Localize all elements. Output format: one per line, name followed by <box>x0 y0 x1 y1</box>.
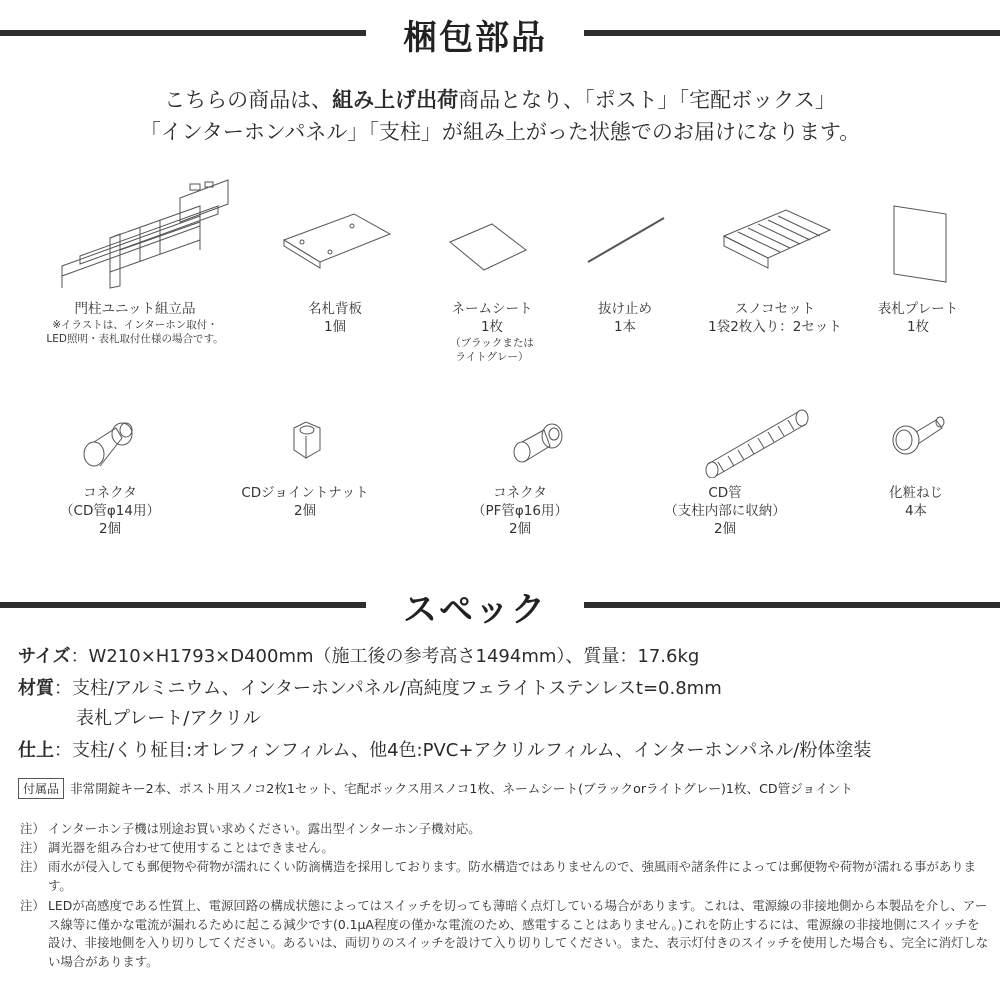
nameplate-plate-illustration <box>890 202 950 284</box>
part-retaining-rod <box>560 300 690 336</box>
spec-material-value: ：支柱/アルミニウム、インターホンパネル/高純度フェライトステンレスt=0.8mm <box>54 678 722 699</box>
note-text: LEDが高感度である性質上、電源回路の構成状態によってはスイッチを切っても薄暗く点灯している場合があります。これは、電源線の非接地側から本製品を介し、アース線等に僅かな電流が漏れるために起こる減少です(0.1μA程度の僅かな電流のため、感電することはありません。)これを防止するには、電源線の非接地側にスイッチを設け、非接地側を入り切りしてください。あるいは、両切りのスイッチを設けて入り切りしてください。また、表示灯付きのスイッチを使用した場合も、完全に消灯しない場合があります。 <box>48 898 989 969</box>
decorative-screw-illustration <box>888 410 950 458</box>
retaining-rod-illustration <box>584 214 668 266</box>
accessories-value: 非常開錠キー2本、ポスト用スノコ2枚1セット、宅配ボックス用スノコ1枚、ネームシート(ブラックorライトグレー)1枚、CD管ジョイント <box>70 781 853 796</box>
packing-section-title: 梱包部品 <box>403 18 547 58</box>
intro-bold: 組み上げ出荷 <box>332 88 459 112</box>
note-text: 調光器を組み合わせて使用することはできません。 <box>48 840 334 855</box>
connector-cd-illustration <box>78 412 138 472</box>
part-name: コネクタ <box>493 485 547 501</box>
packing-section-header <box>0 4 1000 64</box>
part-note: （ブラックまたは <box>450 337 534 349</box>
part-decorative-screw <box>856 484 976 520</box>
intro-prefix: こちらの商品は、 <box>164 88 333 112</box>
part-connector-cd <box>45 484 175 538</box>
post-unit-illustration <box>50 178 240 290</box>
part-qty: 2個 <box>98 521 122 537</box>
accessories-row <box>18 778 853 799</box>
spec-size-label: サイズ <box>18 646 71 667</box>
part-slatted-board-set <box>680 300 870 336</box>
note-text: インターホン子機は別途お買い求めください。露出型インターホン子機対応。 <box>48 821 481 836</box>
spec-size-value: ：W210×H1793×D400mm（施工後の参考高さ1494mm）、質量：17.6kg <box>70 646 700 667</box>
part-nameplate-backboard <box>265 300 405 336</box>
note-mark: 注） <box>20 898 45 913</box>
cd-joint-nut-illustration <box>288 420 326 460</box>
spec-finish-label: 仕上 <box>18 740 54 761</box>
header-rule-right <box>584 602 1000 608</box>
part-qty: 2個 <box>508 521 532 537</box>
part-note: LED照明・表札取付仕様の場合です。 <box>46 333 224 345</box>
part-qty: 1本 <box>613 319 637 335</box>
part-qty: 4本 <box>904 503 928 519</box>
spec-finish-row <box>18 736 871 762</box>
part-name: CD管 <box>708 485 742 501</box>
note-item <box>20 897 990 977</box>
part-qty: 1枚 <box>906 319 930 335</box>
spec-section-header <box>0 576 1000 636</box>
part-name: 名札背板 <box>308 301 362 317</box>
part-cd-pipe <box>650 484 800 538</box>
part-name: CDジョイントナット <box>241 485 369 501</box>
part-name: 表札プレート <box>877 301 959 317</box>
part-spec: （PF管φ16用） <box>472 503 568 519</box>
part-name: 門柱ユニット組立品 <box>74 301 196 317</box>
part-name: 抜け止め <box>598 301 652 317</box>
part-name: スノコセット <box>734 301 816 317</box>
part-connector-pf <box>450 484 590 538</box>
part-qty: 1袋2枚入り：2セット <box>708 319 842 335</box>
part-name: ネームシート <box>451 301 533 317</box>
intro-line-1 <box>0 84 1000 114</box>
part-post-unit <box>20 300 250 346</box>
part-name: 化粧ねじ <box>889 485 943 501</box>
connector-pf-illustration <box>508 418 566 468</box>
part-note: ※イラストは、インターホン取付・ <box>52 319 218 331</box>
intro-suffix: 商品となり、「ポスト」「宅配ボックス」 <box>458 88 836 112</box>
part-name: コネクタ <box>83 485 137 501</box>
part-spec: （CD管φ14用） <box>60 503 160 519</box>
part-note: ライトグレー） <box>455 351 529 363</box>
spec-finish-value: ：支柱/くり柾目:オレフィンフィルム、他4色:PVC+アクリルフィルム、インターホンパネル/粉体塗装 <box>54 740 872 761</box>
part-cd-joint-nut <box>220 484 390 520</box>
name-sheet-illustration <box>448 222 528 272</box>
part-nameplate-plate <box>858 300 978 336</box>
cd-pipe-illustration <box>702 404 812 478</box>
note-mark: 注） <box>20 821 45 836</box>
part-qty: 2個 <box>713 521 737 537</box>
part-qty: 1個 <box>323 319 347 335</box>
header-rule-left <box>0 30 366 36</box>
nameplate-backboard-illustration <box>282 212 392 270</box>
note-mark: 注） <box>20 859 45 874</box>
spec-material-row-2: 表札プレート/アクリル <box>76 708 261 729</box>
spec-section-title: スペック <box>403 590 547 630</box>
accessories-label-box: 付属品 <box>18 778 64 799</box>
spec-material-row <box>18 674 722 700</box>
note-text: 雨水が侵入しても郵便物や荷物が濡れにくい防滴構造を採用しております。防水構造ではありませんので、強風雨や諸条件によっては郵便物や荷物が濡れる事があります。 <box>48 859 977 893</box>
slatted-board-set-illustration <box>720 206 834 276</box>
part-name-sheet <box>422 300 562 364</box>
header-rule-right <box>584 30 1000 36</box>
part-qty: 2個 <box>293 503 317 519</box>
note-item <box>20 858 990 896</box>
part-qty: 1枚 <box>480 319 504 335</box>
note-mark: 注） <box>20 840 45 855</box>
spec-material-label: 材質 <box>18 678 54 699</box>
note-item <box>20 839 990 857</box>
intro-line-2: 「インターホンパネル」「支柱」が組み上がった状態でのお届けになります。 <box>139 120 861 144</box>
spec-size-row <box>18 642 699 668</box>
header-rule-left <box>0 602 366 608</box>
note-item <box>20 820 990 838</box>
part-spec: （支柱内部に収納） <box>664 503 786 519</box>
